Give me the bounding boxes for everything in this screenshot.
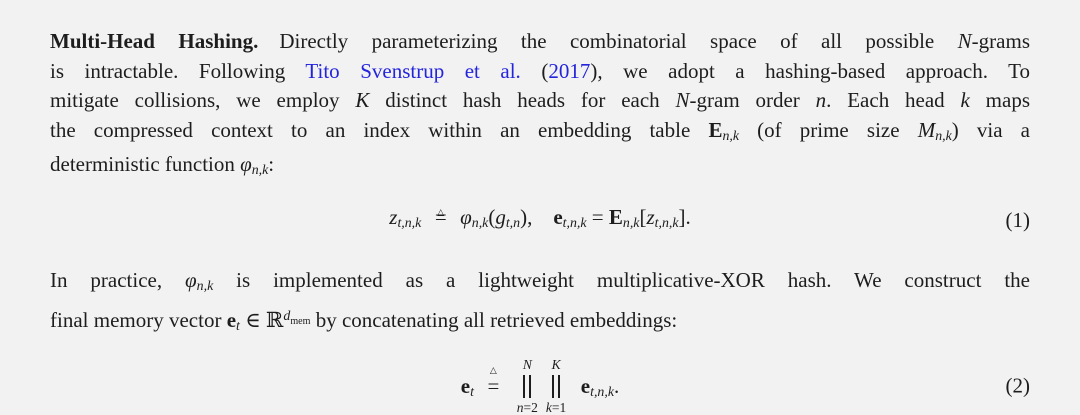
operator-lower-limit: k=1 (545, 399, 567, 415)
equation-1-number: (1) (1005, 207, 1030, 232)
equation-2-rhs: $e_{t,n,k}$. (580, 373, 620, 399)
operator-lower-limit: n=2 (516, 399, 538, 415)
concat-operator-k (546, 358, 566, 414)
operator-upper-limit: K (551, 357, 561, 373)
citation-link[interactable]: Tito Svenstrup et al. (305, 58, 521, 83)
equation-1 (50, 201, 1030, 239)
double-bar-concat-icon (552, 375, 560, 398)
paragraph-line: In practice, $\varphi_{n,k}$ is implemented as a lightweight multiplicative-XOR hash. We construct the (50, 268, 1030, 294)
equation-2 (50, 358, 1030, 414)
equation-2-number: (2) (1005, 373, 1030, 398)
equation-1-body: $z_{t,n,k}$ △ = $\varphi_{n,k}(g_{t,n})$, $e_{t,n,k} = E_{n,k}[z_{t,n,k}]$. (389, 205, 691, 229)
paragraph-line: mitigate collisions, we employ K distinct hash heads for each N-gram order n. Each head k maps (50, 88, 1031, 112)
paragraph-in-practice (50, 266, 1030, 340)
paragraph-multi-head-hashing (50, 27, 1030, 185)
paragraph-lead-in: Multi-Head Hashing. (50, 29, 259, 53)
paragraph-line: is intractable. Following Tito Svenstrup et al. (2017), we adopt a hashing-based approach. To (50, 58, 1031, 83)
equation-2-lhs: $e_t$ △ = (461, 373, 513, 401)
paragraph-line: Multi-Head Hashing. Directly parameterizing the combinatorial space of all possible N-grams (50, 29, 1030, 53)
concat-operator-n (517, 358, 538, 414)
paragraph-line: deterministic function $\varphi_{n,k}$: (50, 152, 275, 178)
operator-upper-limit: N (522, 357, 532, 373)
equation-2-body (461, 358, 619, 414)
paragraph-line: the compressed context to an index within an embedding table $E_{n,k}$ (of prime size $M_{n,k}$) via a (50, 117, 1030, 143)
paragraph-line: final memory vector $e_t$ ∈ ℝ$^d$mem by concatenating all retrieved embeddings: (50, 307, 678, 333)
double-bar-concat-icon (523, 375, 531, 398)
citation-year-link[interactable]: 2017 (548, 58, 591, 83)
